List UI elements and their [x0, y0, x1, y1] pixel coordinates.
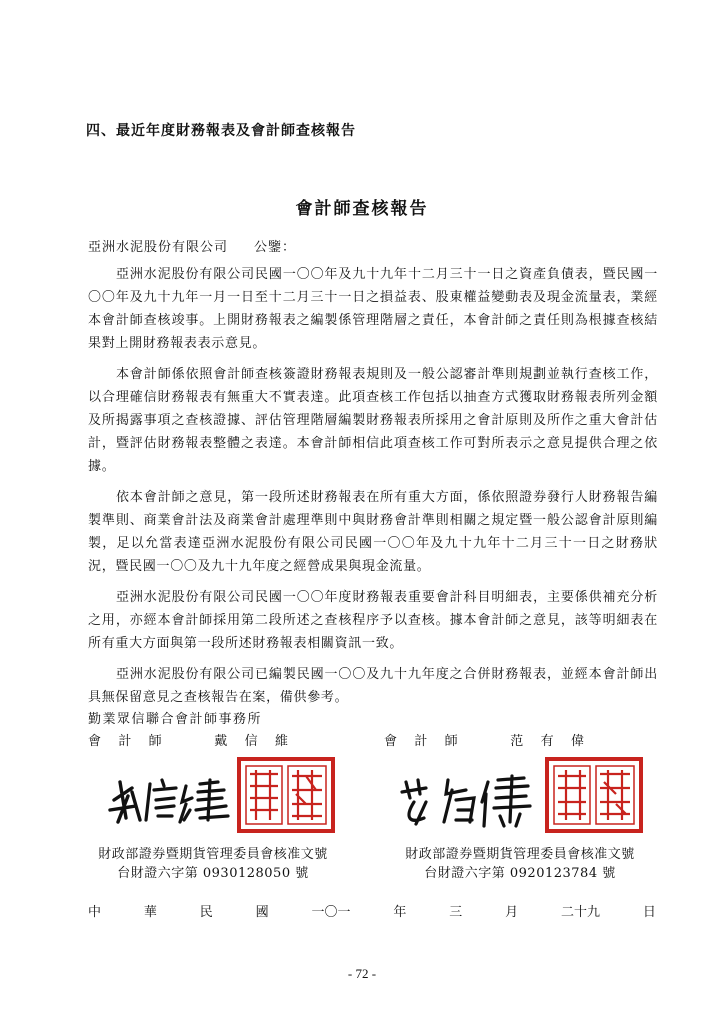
- date-part: 三: [449, 905, 463, 920]
- date-part: 年: [393, 905, 407, 920]
- date-part: 月: [505, 905, 519, 920]
- accountant-title-char: 會: [384, 734, 398, 749]
- report-body: [88, 263, 658, 717]
- accountant-title-char: 會: [88, 734, 102, 749]
- approval-number: 台財證六字第 0920123784 號: [424, 866, 616, 881]
- approval-authority: 財政部證券暨期貨管理委員會核准文號: [405, 847, 635, 862]
- approval-authority: 財政部證券暨期貨管理委員會核准文號: [98, 847, 328, 862]
- accountant-title-char: 計: [118, 734, 132, 749]
- addressee-company: 亞洲水泥股份有限公司: [88, 240, 229, 255]
- signature-block-2: [396, 756, 646, 836]
- accountant-name-char: 范: [510, 734, 524, 749]
- paragraph-opinion: 依本會計師之意見，第一段所述財務報表在所有重大方面，係依照證券發行人財務報告編製準則、商業會計法及商業會計處理準則中與財務會計準則相關之規定暨一般公認會計原則編製，足以允當表達亞洲水泥股份有限公司民國一〇〇年及九十九年十二月三十一日之財務狀況，暨民國一〇〇及九十九年度之經營成果與現金流量。: [88, 490, 658, 574]
- paragraph-audit-basis: 本會計師係依照會計師查核簽證財務報表規則及一般公認審計準則規劃並執行查核工作，以合理確信財務報表有無重大不實表達。此項查核工作包括以抽查方式獲取財務報表所列金額及所揭露事項之查核證據、評估管理階層編製財務報表所採用之會計原則及所作之重大會計估計，暨評估財務報表整體之表達。本會計師相信此項查核工作可對所表示之意見提供合理之依據。: [88, 367, 658, 474]
- firm-name: 勤業眾信聯合會計師事務所: [88, 712, 263, 727]
- accountant-name-char: 維: [274, 734, 288, 749]
- signature-block-1: [106, 756, 356, 836]
- accountant-1-line: [88, 730, 288, 749]
- accountant-title-char: 師: [444, 734, 458, 749]
- accountant-2-line: [384, 730, 584, 749]
- seal-stamp-1: [236, 756, 336, 834]
- approval-block-1: [78, 845, 348, 883]
- accountant-title-char: 師: [148, 734, 162, 749]
- approval-number: 台財證六字第 0930128050 號: [117, 866, 309, 881]
- paragraph-supplementary: 亞洲水泥股份有限公司民國一〇〇年度財務報表重要會計科目明細表，主要係供補充分析之用，亦經本會計師採用第二段所述之查核程序予以查核。據本會計師之意見，該等明細表在所有重大方面與第一段所述財務報表相關資訊一致。: [88, 590, 658, 651]
- date-part: 民: [199, 905, 213, 920]
- accountant-name-char: 有: [540, 734, 554, 749]
- seal-stamp-2: [544, 756, 644, 834]
- date-part: 一〇一: [311, 905, 351, 920]
- handwritten-signature-2: [396, 768, 536, 832]
- page-number: - 72 -: [347, 966, 377, 981]
- accountant-name-char: 信: [244, 734, 258, 749]
- addressee: [88, 236, 296, 255]
- accountant-name-char: 偉: [570, 734, 584, 749]
- handwritten-signature-1: [106, 770, 236, 830]
- accountant-title-char: 計: [414, 734, 428, 749]
- date-part: 中: [88, 905, 102, 920]
- accountant-name-char: 戴: [214, 734, 228, 749]
- date-part: 國: [255, 905, 269, 920]
- date-part: 二十九: [561, 905, 601, 920]
- date-part: 日: [642, 905, 656, 920]
- report-date: [88, 901, 656, 920]
- paragraph-consolidated: 亞洲水泥股份有限公司已編製民國一〇〇及九十九年度之合併財務報表，並經本會計師出具無保留意見之查核報告在案，備供參考。: [88, 667, 658, 705]
- report-title: 會計師查核報告: [295, 199, 429, 219]
- section-heading: 四、最近年度財務報表及會計師查核報告: [86, 123, 356, 139]
- approval-block-2: [370, 845, 670, 883]
- date-part: 華: [143, 905, 157, 920]
- addressee-salutation: 公鑒：: [254, 240, 297, 255]
- paragraph-scope: 亞洲水泥股份有限公司民國一〇〇年及九十九年十二月三十一日之資產負債表，暨民國一〇〇年及九十九年一月一日至十二月三十一日之損益表、股東權益變動表及現金流量表，業經本會計師查核竣事。上開財務報表之編製係管理階層之責任，本會計師之責任則為根據查核結果對上開財務報表表示意見。: [88, 267, 658, 351]
